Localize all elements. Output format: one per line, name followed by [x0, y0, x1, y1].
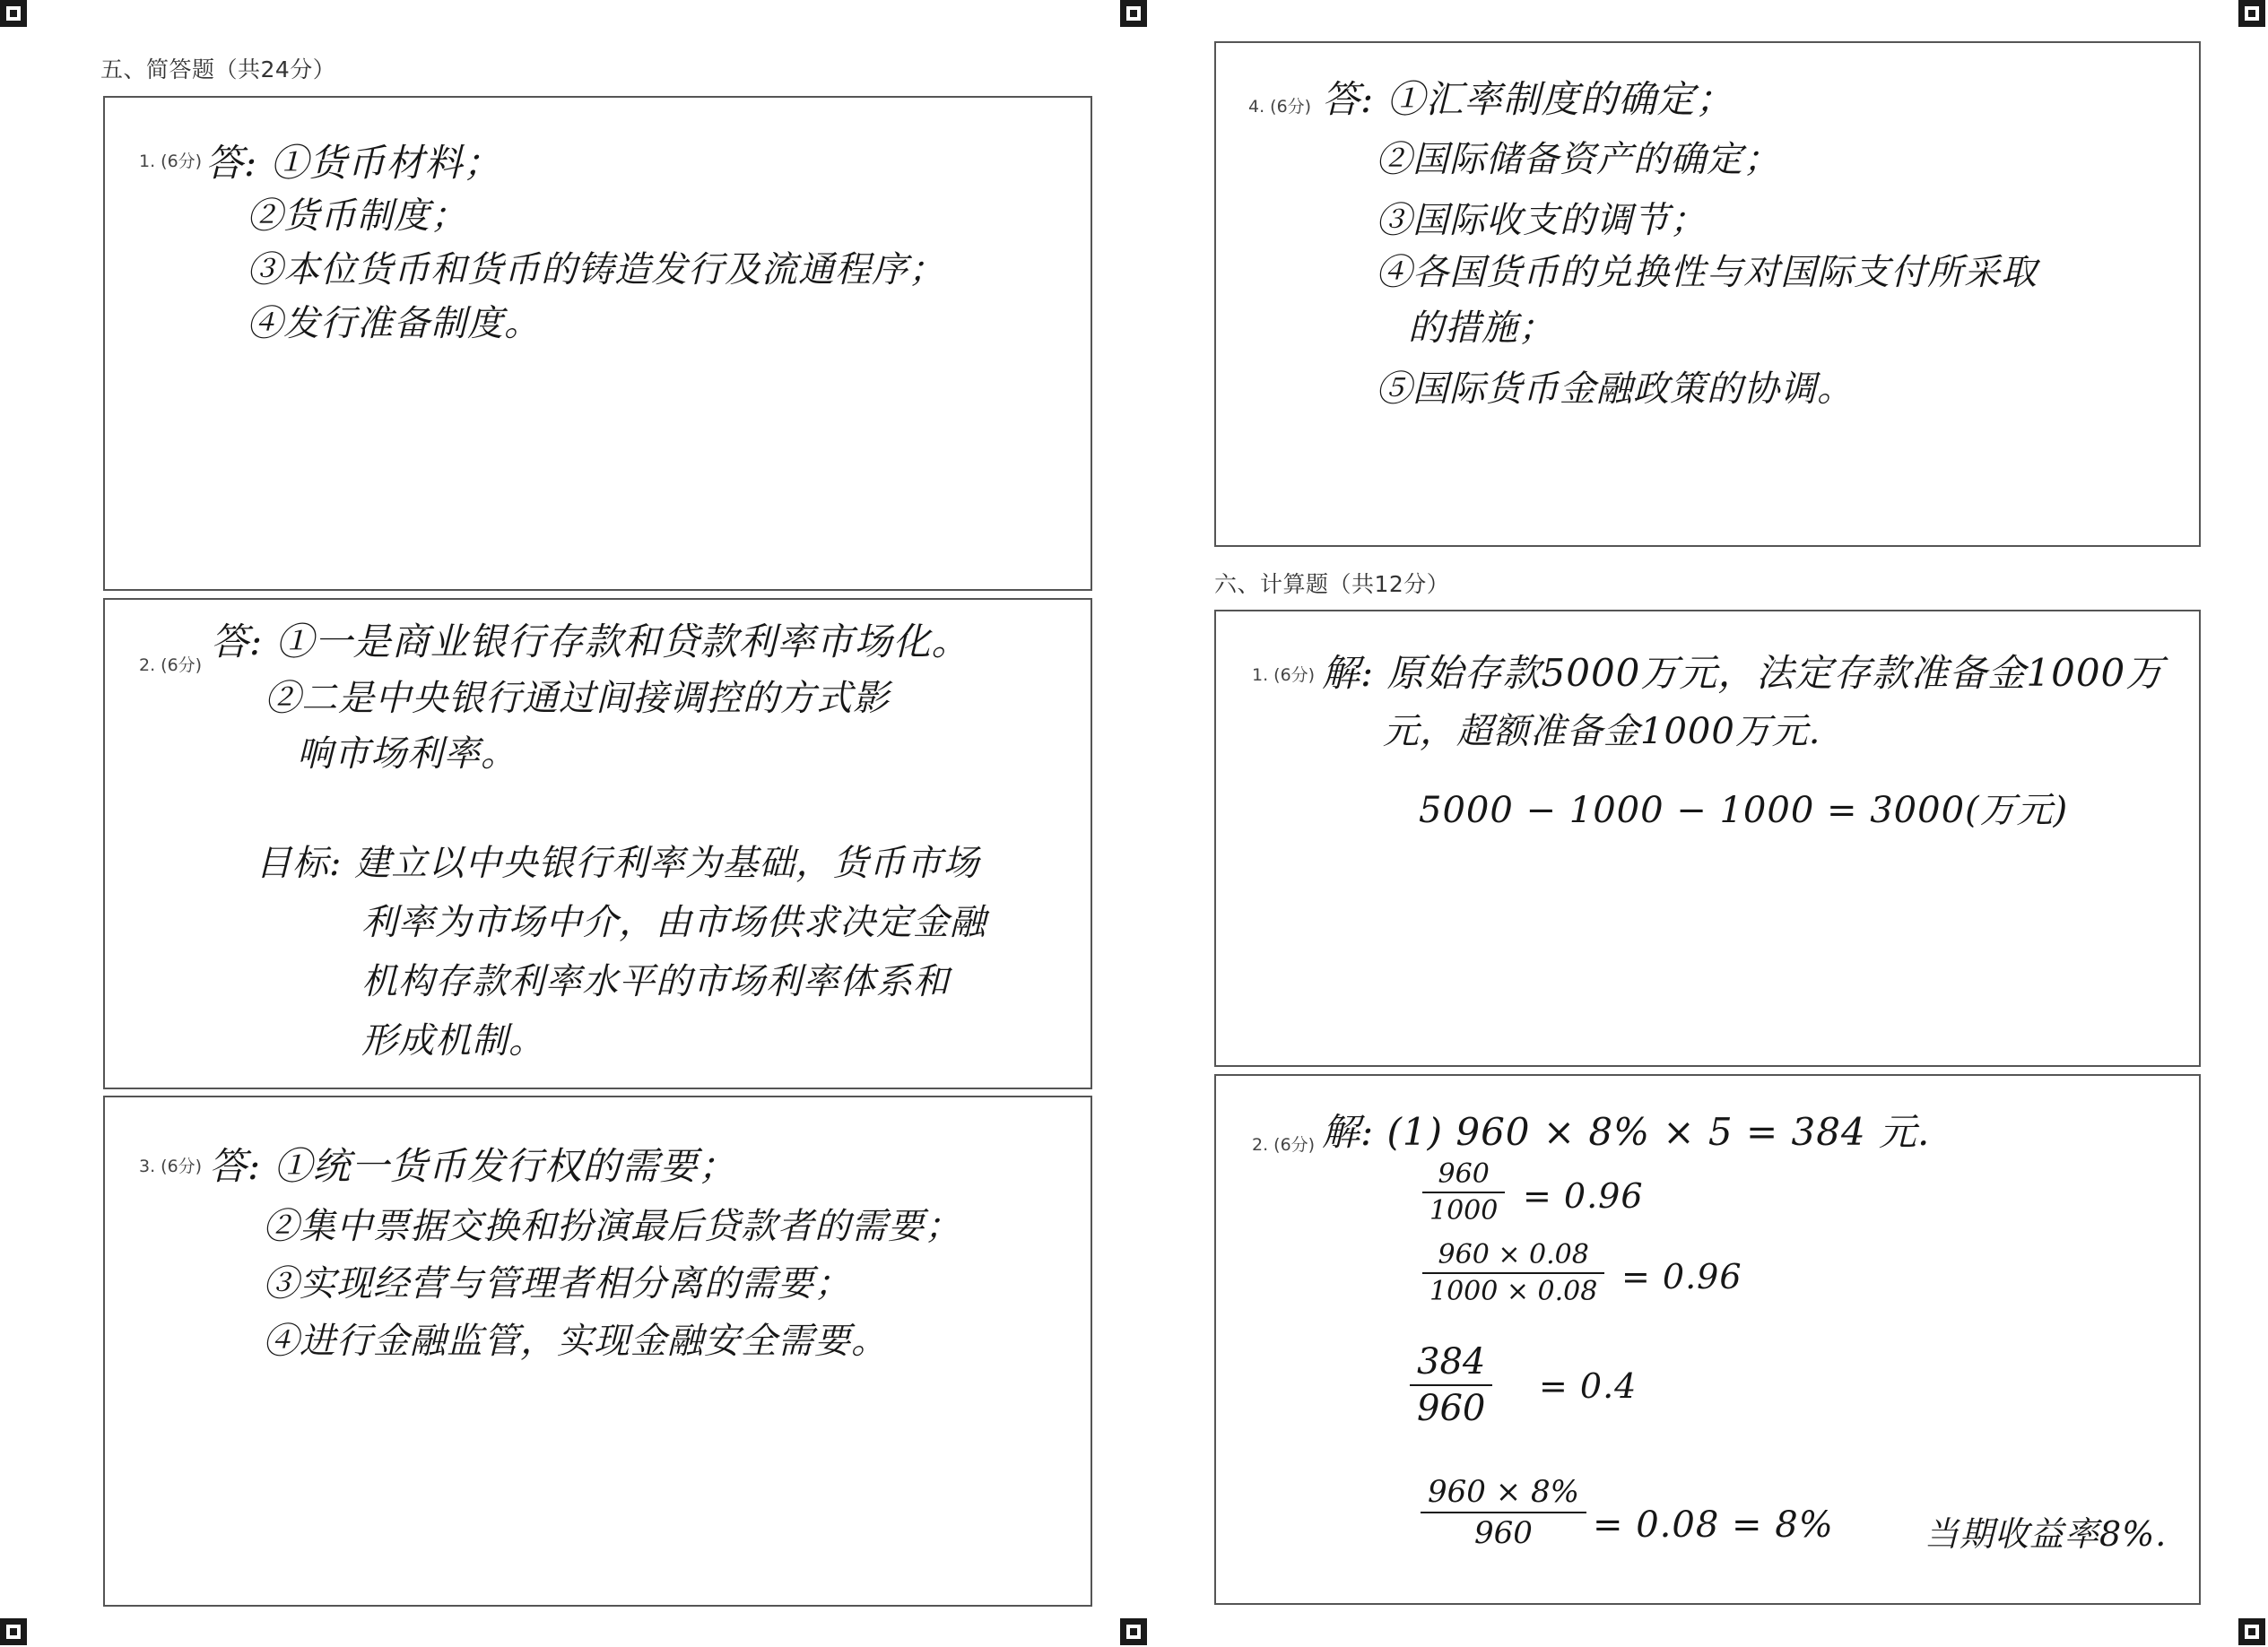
answer-box-q1 — [103, 96, 1092, 591]
fraction — [1422, 1158, 1505, 1227]
fraction-bar — [1421, 1512, 1586, 1513]
answer-line: ③本位货币和货币的铸造发行及流通程序； — [247, 249, 945, 290]
answer-line: ③国际收支的调节； — [1376, 200, 1707, 241]
yield-note: 当期收益率8%. — [1925, 1514, 2168, 1554]
fraction-numerator: 384 — [1417, 1341, 1486, 1383]
question-label-calc2: 2. (6分) — [1252, 1135, 1316, 1155]
answer-line: 目标: 建立以中央银行利率为基础，货币市场 — [256, 843, 980, 884]
answer-box-calc2 — [1214, 1074, 2201, 1605]
fraction-numerator: 960 — [1438, 1158, 1490, 1190]
fiducial-marker-top-right — [2238, 0, 2265, 27]
fraction — [1422, 1239, 1604, 1307]
section-title-calculation: 六、计算题（共12分） — [1214, 571, 1450, 597]
fraction — [1410, 1341, 1492, 1429]
question-label-calc1: 1. (6分) — [1252, 665, 1316, 685]
fiducial-marker-top-left — [0, 0, 27, 27]
question-label-q2: 2. (6分) — [139, 655, 203, 675]
answer-box-calc1 — [1214, 610, 2201, 1067]
fraction-denominator: 960 — [1474, 1515, 1533, 1551]
answer-box-q3 — [103, 1096, 1092, 1607]
answer-line: ②货币制度； — [247, 195, 467, 237]
answer-line: ⑤国际货币金融政策的协调。 — [1376, 368, 1854, 410]
answer-line: ②二是中央银行通过间接调控的方式影 — [265, 678, 890, 719]
fraction-result: = 0.4 — [1539, 1366, 1638, 1406]
answer-line: 答: ①汇率制度的确定； — [1322, 77, 1734, 121]
fiducial-marker-bottom-left — [0, 1618, 27, 1645]
question-label-q1: 1. (6分) — [139, 152, 203, 171]
fraction-bar — [1422, 1272, 1604, 1274]
fraction-numerator: 960 × 8% — [1428, 1474, 1579, 1510]
answer-line: 元，超额准备金1000万元. — [1383, 711, 1821, 752]
fraction-denominator: 1000 — [1429, 1195, 1499, 1227]
question-label-q3: 3. (6分) — [139, 1157, 203, 1176]
fiducial-marker-top-center — [1120, 0, 1147, 27]
fraction-bar — [1422, 1192, 1505, 1193]
fiducial-marker-bottom-right — [2238, 1618, 2265, 1645]
answer-line: ④各国货币的兑换性与对国际支付所采取 — [1376, 252, 2038, 293]
fraction-result: = 0.96 — [1621, 1257, 1742, 1296]
answer-box-q4 — [1214, 41, 2201, 547]
fraction-result: = 0.08 = 8% — [1593, 1504, 1834, 1546]
answer-line: 答: ①货币材料； — [205, 141, 502, 185]
answer-line: 机构存款利率水平的市场利率体系和 — [361, 961, 950, 1002]
answer-line: ③实现经营与管理者相分离的需要； — [263, 1263, 851, 1305]
answer-box-q2 — [103, 598, 1092, 1089]
answer-line: 答: ①统一货币发行权的需要； — [209, 1144, 737, 1188]
answer-line: ②国际储备资产的确定； — [1376, 139, 1780, 180]
fraction-bar — [1410, 1384, 1492, 1386]
fraction-result: = 0.96 — [1523, 1176, 1644, 1216]
fraction-numerator: 960 × 0.08 — [1438, 1239, 1589, 1270]
section-title-short-answer: 五、简答题（共24分） — [100, 56, 336, 82]
fiducial-marker-bottom-center — [1120, 1618, 1147, 1645]
fraction-denominator: 960 — [1417, 1388, 1486, 1429]
fraction-denominator: 1000 × 0.08 — [1429, 1276, 1598, 1307]
calculation-line: 5000 − 1000 − 1000 = 3000(万元) — [1419, 790, 2069, 831]
question-label-q4: 4. (6分) — [1248, 97, 1312, 117]
calculation-line: 解: (1) 960 × 8% × 5 = 384 元. — [1322, 1110, 1931, 1154]
fraction — [1421, 1474, 1586, 1551]
answer-line: ②集中票据交换和扮演最后贷款者的需要； — [263, 1206, 961, 1247]
answer-line: 的措施； — [1408, 308, 1555, 349]
answer-line: 利率为市场中介，由市场供求决定金融 — [361, 902, 986, 943]
answer-line: 解: 原始存款5000万元，法定存款准备金1000万 — [1322, 651, 2165, 695]
answer-line: ④发行准备制度。 — [247, 303, 541, 344]
answer-line: ④进行金融监管，实现金融安全需要。 — [263, 1321, 888, 1362]
answer-line: 响市场利率。 — [297, 733, 517, 775]
answer-line: 形成机制。 — [361, 1020, 545, 1062]
answer-line: 答: ①一是商业银行存款和贷款利率市场化。 — [211, 620, 970, 663]
